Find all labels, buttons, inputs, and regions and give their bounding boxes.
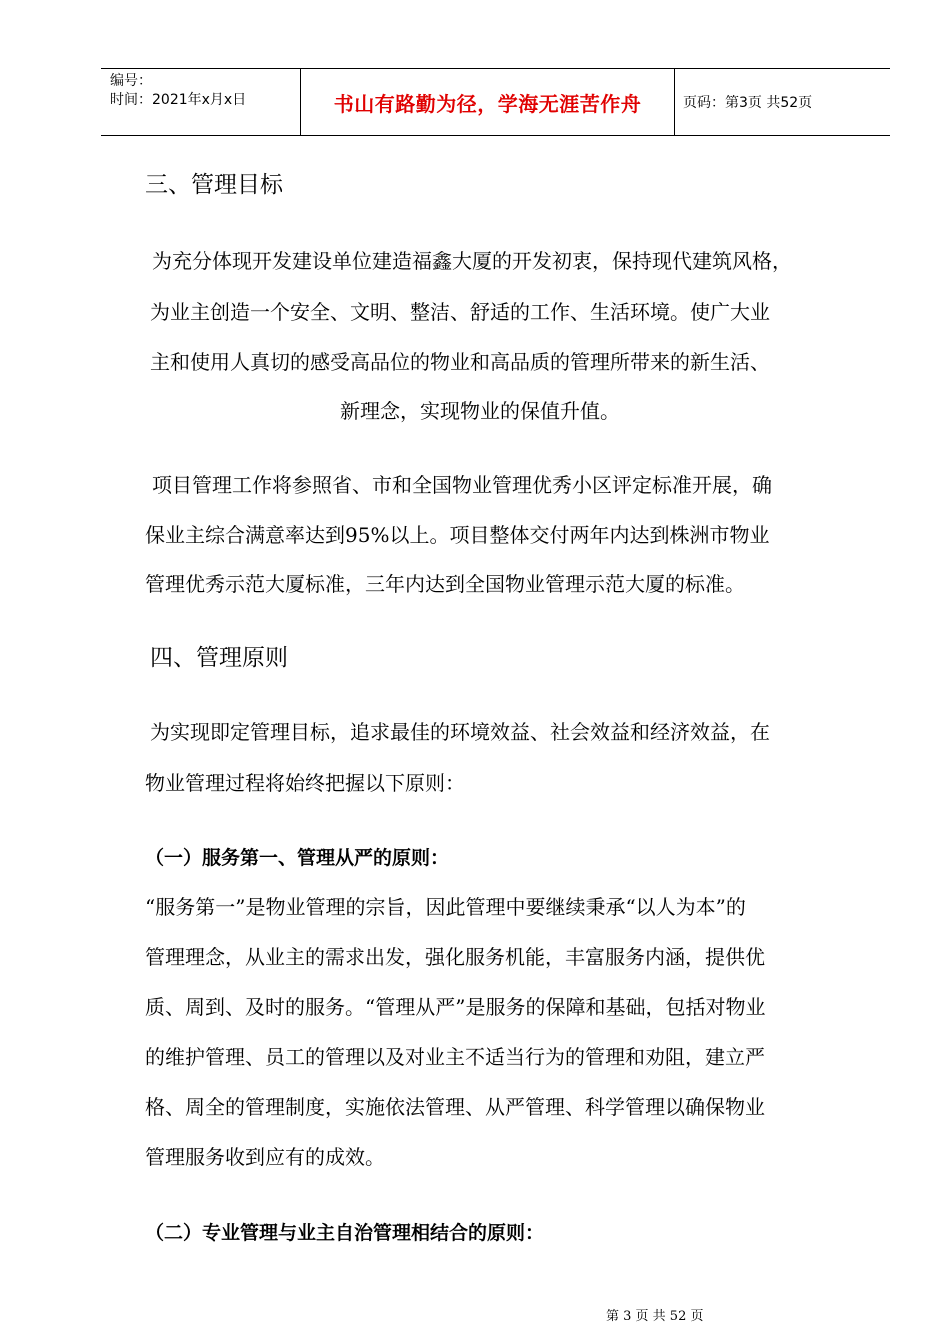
section-4-heading: 四、管理原则 (150, 645, 288, 671)
paragraph-1-line-2: 为业主创造一个安全、文明、整洁、舒适的工作、生活环境。使广大业 (150, 300, 770, 324)
header-meta-cell (101, 69, 301, 135)
paragraph-1-line-4: 新理念，实现物业的保值升值。 (340, 399, 620, 423)
paragraph-4-line-5: 格、周全的管理制度，实施依法管理、从严管理、科学管理以确保物业 (145, 1095, 765, 1119)
subsection-2-heading: （二）专业管理与业主自治管理相结合的原则： (145, 1222, 545, 1244)
paragraph-4-line-3: 质、周到、及时的服务。“管理从严”是服务的保障和基础，包括对物业 (145, 995, 766, 1019)
document-date: 时间：2021年x月x日 (110, 92, 247, 108)
section-3-heading: 三、管理目标 (145, 172, 283, 198)
header-motto-cell (301, 69, 675, 135)
page-footer: 第 3 页 共 52 页 (606, 1309, 704, 1324)
header-motto: 书山有路勤为径，学海无涯苦作舟 (333, 91, 642, 116)
document-number-label: 编号： (110, 73, 152, 89)
paragraph-1-line-1: 为充分体现开发建设单位建造福鑫大厦的开发初衷，保持现代建筑风格， (152, 249, 792, 273)
paragraph-4-line-2: 管理理念，从业主的需求出发，强化服务机能，丰富服务内涵，提供优 (145, 945, 765, 969)
paragraph-3-line-1: 为实现即定管理目标，追求最佳的环境效益、社会效益和经济效益，在 (150, 720, 770, 744)
paragraph-1-line-3: 主和使用人真切的感受高品位的物业和高品质的管理所带来的新生活、 (150, 350, 770, 374)
header-page-info: 页码：第3页 共52页 (683, 95, 813, 111)
paragraph-4-line-4: 的维护管理、员工的管理以及对业主不适当行为的管理和劝阻，建立严 (145, 1045, 765, 1069)
paragraph-2-line-2: 保业主综合满意率达到95%以上。项目整体交付两年内达到株洲市物业 (145, 523, 770, 547)
paragraph-2-line-3: 管理优秀示范大厦标准，三年内达到全国物业管理示范大厦的标准。 (145, 572, 745, 596)
paragraph-4-line-6: 管理服务收到应有的成效。 (145, 1145, 385, 1169)
paragraph-4-line-1: “服务第一”是物业管理的宗旨，因此管理中要继续秉承“以人为本”的 (145, 895, 746, 919)
paragraph-3-line-2: 物业管理过程将始终把握以下原则： (145, 771, 465, 795)
subsection-1-heading: （一）服务第一、管理从严的原则： (145, 847, 450, 869)
paragraph-2-line-1: 项目管理工作将参照省、市和全国物业管理优秀小区评定标准开展，确 (152, 473, 772, 497)
header-page-cell (675, 69, 890, 135)
page-header (101, 68, 890, 136)
